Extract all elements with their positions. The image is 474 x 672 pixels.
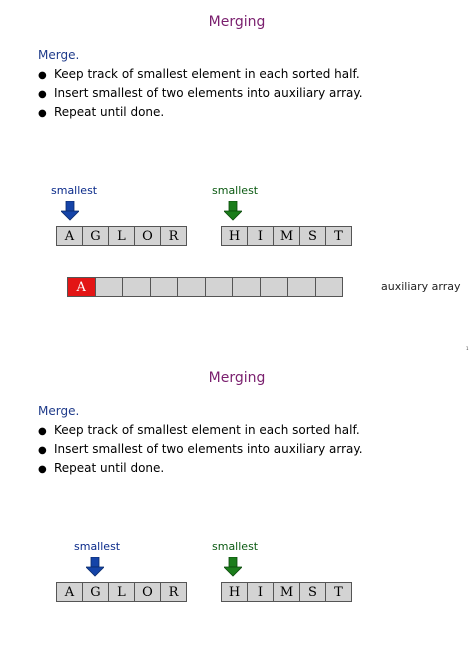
- page-number: 1: [466, 346, 469, 351]
- array-cell: T: [325, 582, 352, 602]
- slide-title: Merging: [208, 14, 266, 30]
- aux-cell: [287, 277, 316, 297]
- aux-cell: [315, 277, 344, 297]
- right-down-arrow-icon: [224, 201, 242, 221]
- array-cell: R: [160, 582, 187, 602]
- aux-cell: [150, 277, 179, 297]
- array-cell: M: [273, 582, 300, 602]
- bullet-list: [38, 65, 363, 122]
- bullet-item: [38, 103, 363, 122]
- array-cell: I: [247, 226, 274, 246]
- bullet-icon: ●: [38, 426, 47, 437]
- array-cell: H: [221, 582, 248, 602]
- array-cell: A: [56, 226, 83, 246]
- array-cell: M: [273, 226, 300, 246]
- slide-2: [0, 356, 474, 672]
- left-half-array: [56, 582, 186, 602]
- array-cell: O: [134, 582, 161, 602]
- left-smallest-label: smallest: [74, 540, 121, 553]
- array-cell: L: [108, 226, 135, 246]
- right-down-arrow-icon: [224, 557, 242, 577]
- bullet-item: [38, 421, 363, 440]
- left-down-arrow-icon: [86, 557, 104, 577]
- left-down-arrow-icon: [61, 201, 79, 221]
- bullet-text: Insert smallest of two elements into auxiliary array.: [54, 86, 363, 100]
- bullet-text: Repeat until done.: [54, 461, 165, 475]
- bullet-icon: ●: [38, 70, 47, 81]
- bullet-text: Keep track of smallest element in each sorted half.: [54, 67, 360, 81]
- aux-cell-filled: A: [67, 277, 96, 297]
- right-half-array: [221, 582, 351, 602]
- slide-title: Merging: [208, 370, 266, 386]
- array-cell: S: [299, 226, 326, 246]
- aux-cell: [122, 277, 151, 297]
- aux-cell: [95, 277, 124, 297]
- array-cell: O: [134, 226, 161, 246]
- array-cell: T: [325, 226, 352, 246]
- right-half-array: [221, 226, 351, 246]
- aux-cell: [260, 277, 289, 297]
- auxiliary-array-label: auxiliary array: [381, 280, 461, 293]
- array-cell: L: [108, 582, 135, 602]
- right-smallest-label: smallest: [212, 184, 259, 197]
- left-half-array: [56, 226, 186, 246]
- bullet-list: [38, 421, 363, 478]
- bullet-item: [38, 84, 363, 103]
- left-smallest-label: smallest: [51, 184, 98, 197]
- section-heading: Merge.: [38, 404, 80, 418]
- bullet-icon: ●: [38, 445, 47, 456]
- bullet-text: Repeat until done.: [54, 105, 165, 119]
- bullet-icon: ●: [38, 89, 47, 100]
- aux-cell: [232, 277, 261, 297]
- bullet-icon: ●: [38, 464, 47, 475]
- section-heading: Merge.: [38, 48, 80, 62]
- array-cell: S: [299, 582, 326, 602]
- bullet-text: Keep track of smallest element in each sorted half.: [54, 423, 360, 437]
- bullet-item: [38, 459, 363, 478]
- right-smallest-label: smallest: [212, 540, 259, 553]
- array-cell: A: [56, 582, 83, 602]
- bullet-item: [38, 440, 363, 459]
- bullet-icon: ●: [38, 108, 47, 119]
- array-cell: R: [160, 226, 187, 246]
- aux-cell: [177, 277, 206, 297]
- array-cell: G: [82, 226, 109, 246]
- aux-cell: [205, 277, 234, 297]
- bullet-item: [38, 65, 363, 84]
- bullet-text: Insert smallest of two elements into auxiliary array.: [54, 442, 363, 456]
- array-cell: I: [247, 582, 274, 602]
- auxiliary-array: [67, 277, 342, 297]
- array-cell: H: [221, 226, 248, 246]
- array-cell: G: [82, 582, 109, 602]
